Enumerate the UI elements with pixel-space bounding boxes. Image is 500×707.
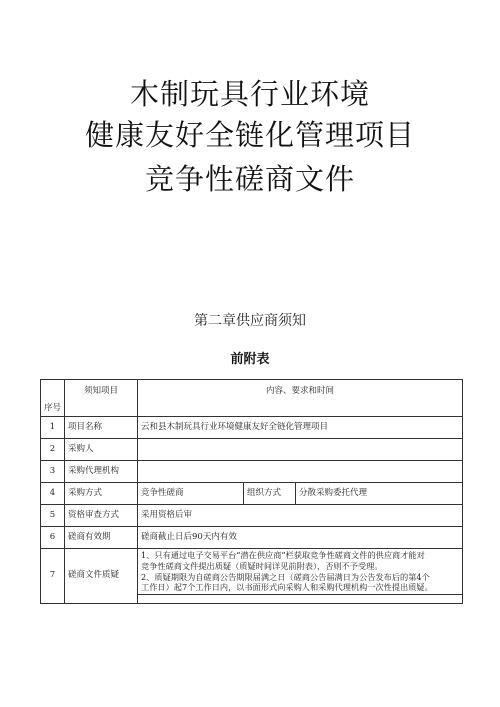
table-subheading: 前附表 xyxy=(230,352,270,367)
header-no: 序号 xyxy=(41,380,65,417)
row-content-continuation xyxy=(138,595,463,604)
content-line: 1、只有通过电子交易平台“潜在供应商”栏获取竞争性磋商文件的供应商才能对 xyxy=(141,550,425,561)
row-no: 4 xyxy=(41,483,65,505)
row-sub-label: 组织方式 xyxy=(244,483,296,505)
document-title-line-3: 竞争性磋商文件 xyxy=(144,162,355,196)
table-row xyxy=(41,483,463,505)
document-title-line-2: 健康友好全链化管理项目 xyxy=(84,118,415,152)
header-content: 内容、要求和时间 xyxy=(138,380,463,417)
row-item: 采购代理机构 xyxy=(65,461,138,483)
row-content xyxy=(138,461,463,483)
chapter-title: 第二章供应商须知 xyxy=(194,313,306,329)
row-content xyxy=(138,439,463,461)
row-item: 采购人 xyxy=(65,439,138,461)
table-row xyxy=(41,439,463,461)
row-content: 竞争性磋商 xyxy=(138,483,244,505)
supplier-notice-table xyxy=(40,379,463,604)
row-item: 采购方式 xyxy=(65,483,138,505)
table-header-row xyxy=(41,380,463,417)
row-content xyxy=(138,549,463,595)
row-content: 磋商截止日后90天内有效 xyxy=(138,527,463,549)
row-sub-value: 分散采购委托代理 xyxy=(296,483,463,505)
row-item: 磋商有效期 xyxy=(65,527,138,549)
row-content: 采用资格后审 xyxy=(138,505,463,527)
row-item: 资格审查方式 xyxy=(65,505,138,527)
table-row xyxy=(41,417,463,439)
row-no: 7 xyxy=(41,549,65,604)
content-line: 2、质疑期限为自磋商公告期限届满之日（磋商公告届满日为公告发布后的第4个 xyxy=(141,571,430,582)
content-line: 竞争性磋商文件提出质疑（质疑时间详见前附表），否则不予受理。 xyxy=(141,560,383,571)
table-row xyxy=(41,461,463,483)
table-row xyxy=(41,505,463,527)
row-no: 1 xyxy=(41,417,65,439)
row-item: 磋商文件质疑 xyxy=(65,549,138,604)
table-row xyxy=(41,549,463,595)
content-line: 工作日）起7个工作日内，以书面形式向采购人和采购代理机构一次性提出质疑。 xyxy=(141,582,433,593)
row-no: 6 xyxy=(41,527,65,549)
header-item: 须知项目 xyxy=(65,380,138,417)
row-item: 项目名称 xyxy=(65,417,138,439)
row-content: 云和县木制玩具行业环境健康友好全链化管理项目 xyxy=(138,417,463,439)
table-row xyxy=(41,527,463,549)
row-no: 5 xyxy=(41,505,65,527)
row-no: 2 xyxy=(41,439,65,461)
document-title-line-1: 木制玩具行业环境 xyxy=(129,77,370,111)
row-no: 3 xyxy=(41,461,65,483)
